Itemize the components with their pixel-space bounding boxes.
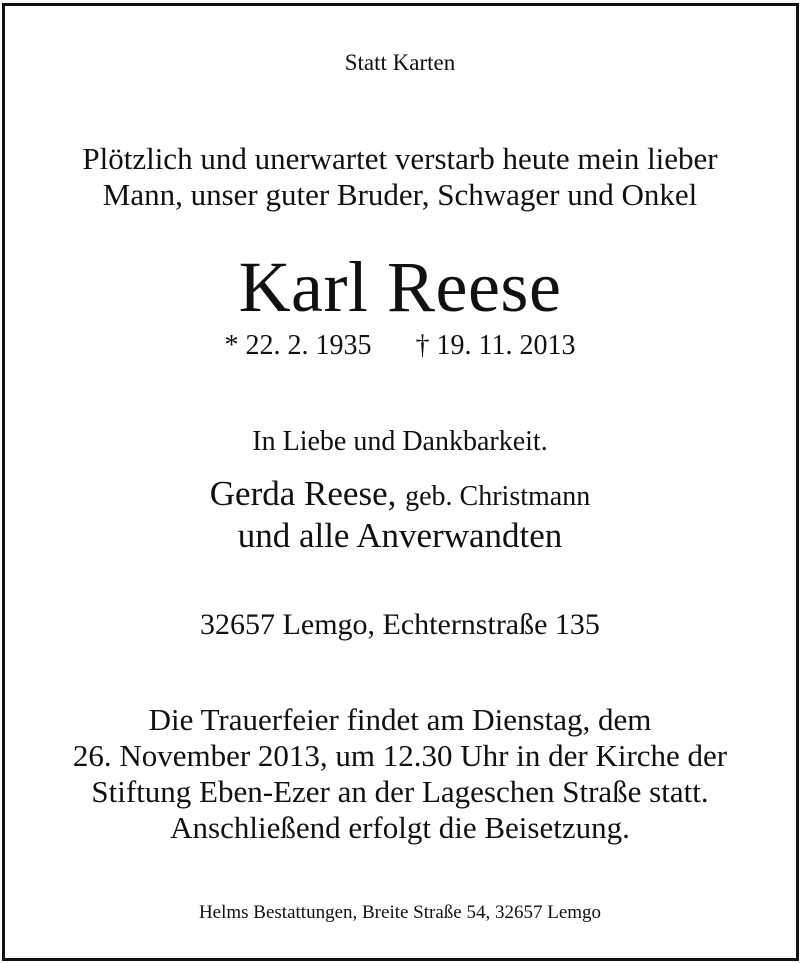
spouse-name: Gerda Reese, — [209, 474, 397, 513]
ceremony-line-1: Die Trauerfeier findet am Dienstag, dem — [148, 702, 652, 737]
ceremony-text — [0, 702, 800, 846]
ceremony-line-3: Stiftung Eben-Ezer an der Lageschen Straße statt. — [91, 774, 709, 809]
intro-line-1: Plötzlich und unerwartet verstarb heute mein lieber — [82, 141, 718, 176]
birth-date: * 22. 2. 1935 — [224, 330, 372, 361]
deceased-name: Karl Reese — [238, 247, 562, 327]
death-date: † 19. 11. 2013 — [415, 330, 576, 361]
thanks-text: In Liebe und Dankbarkeit. — [252, 426, 548, 457]
intro-text — [0, 141, 800, 213]
funeral-home-text: Helms Bestattungen, Breite Straße 54, 32657 Lemgo — [198, 902, 602, 923]
life-dates — [0, 330, 800, 362]
address-text: 32657 Lemgo, Echternstraße 135 — [200, 608, 600, 641]
spouse-nee: geb. Christmann — [405, 481, 591, 512]
intro-line-2: Mann, unser guter Bruder, Schwager und Onkel — [102, 177, 698, 212]
ceremony-line-4: Anschließend erfolgt die Beisetzung. — [170, 810, 630, 845]
header-text: Statt Karten — [344, 50, 456, 75]
relatives-text: und alle Anverwandten — [237, 516, 563, 555]
ceremony-line-2: 26. November 2013, um 12.30 Uhr in der Kirche der — [72, 738, 728, 773]
spouse-line — [0, 474, 800, 514]
